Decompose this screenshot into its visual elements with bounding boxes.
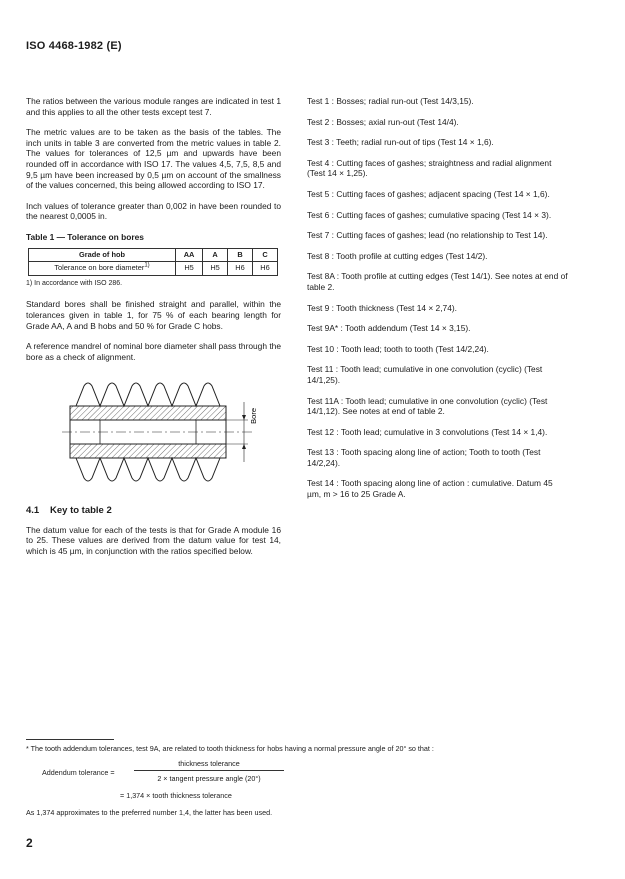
tolerance-cell: H6 xyxy=(253,262,278,276)
right-column-tests-list xyxy=(307,96,569,510)
grade-of-hob-header: Grade of hob xyxy=(29,248,176,262)
table-1-title: Table 1 — Tolerance on bores xyxy=(26,231,144,242)
grade-cell: C xyxy=(253,248,278,262)
left-column xyxy=(26,96,281,567)
document-id-header: ISO 4468-1982 (E) xyxy=(26,40,122,52)
test-item: Test 11 : Tooth lead; cumulative in one convolution (cyclic) (Test 14/1,25). xyxy=(307,364,543,385)
formula-lhs: Addendum tolerance = xyxy=(42,768,115,777)
formula-numerator: thickness tolerance xyxy=(178,759,240,768)
test-item: Test 9A* : Tooth addendum (Test 14 × 3,15). xyxy=(307,323,471,334)
section-heading xyxy=(26,506,281,517)
test-item: Test 12 : Tooth lead; cumulative in 3 convolutions (Test 14 × 1,4). xyxy=(307,426,548,437)
table-1-footnote: 1) In accordance with ISO 286. xyxy=(26,279,123,287)
top-teeth-outline xyxy=(76,383,220,406)
bore-diameter-label xyxy=(29,262,176,276)
test-item: Test 7 : Cutting faces of gashes; lead (no relationship to Test 14). xyxy=(307,230,548,241)
section-number: 4.1 xyxy=(26,505,40,517)
hob-body-upper xyxy=(70,406,226,420)
bottom-teeth-outline xyxy=(76,458,220,481)
tolerance-cell: H6 xyxy=(228,262,253,276)
tolerance-cell: H5 xyxy=(176,262,203,276)
paragraph-standard-bores: Standard bores shall be finished straight and parallel, within the tolerances given in table 1, for 75 % of each bearing length for Grade AA, A and B hobs and 50 % for Grade C hobs. xyxy=(26,299,281,331)
paragraph-inch-values: Inch values of tolerance greater than 0,002 in have been rounded to the nearest 0,0005 in. xyxy=(26,200,281,222)
footnote-ref: 1) xyxy=(144,262,150,269)
tolerance-on-bores-table xyxy=(28,248,278,276)
grade-cell: AA xyxy=(176,248,203,262)
paragraph-module-ratios: The ratios between the various module ranges are indicated in test 1 and this applies to all the other tests except test 7. xyxy=(26,96,281,117)
test-item: Test 2 : Bosses; axial run-out (Test 14/4). xyxy=(307,116,459,127)
tolerance-cell: H5 xyxy=(203,262,228,276)
test-item: Test 4 : Cutting faces of gashes; straightness and radial alignment (Test 14 × 1,25). xyxy=(307,157,552,179)
paragraph-datum-value: The datum value for each of the tests is that for Grade A module 16 to 25. These values are derived from the datum value for test 14, which is 45 µm, in conjunction with the ratios specified below. xyxy=(26,524,281,557)
test-item: Test 1 : Bosses; radial run-out (Test 14/3,15). xyxy=(307,96,474,106)
test-item: Test 14 : Tooth spacing along line of action : cumulative. Datum 45 µm, m > 16 to 25 Grade A. xyxy=(307,478,553,500)
paragraph-metric-values: The metric values are to be taken as the basis of the tables. The inch units in table 3 are converted from the metric values in table 2. The values for tolerances of 12,5 µm and upwards have been rounded off in accordance with ISO 17. The values 4,5, 7,5, 8,5 and 9,5 µm have been increased by 0,5 µm on account of the smallness of the values concerned, this being allowed according to ISO 17. xyxy=(26,127,281,191)
test-item: Test 3 : Teeth; radial run-out of tips (Test 14 × 1,6). xyxy=(307,137,494,148)
bore-diameter-label-text: Tolerance on bore diameter xyxy=(54,263,145,273)
test-item: Test 8A : Tooth profile at cutting edges (Test 14/1). See notes at end of table 2. xyxy=(307,271,568,292)
footnote-intro: * The tooth addendum tolerances, test 9A, are related to tooth thickness for hobs having a normal pressure angle of 20° so that : xyxy=(26,744,434,753)
fraction-bar xyxy=(134,770,284,771)
test-item: Test 13 : Tooth spacing along line of action; Tooth to tooth (Test 14/2,24). xyxy=(307,447,541,468)
test-item: Test 9 : Tooth thickness (Test 14 × 2,74). xyxy=(307,302,457,313)
test-item: Test 8 : Tooth profile at cutting edges (Test 14/2). xyxy=(307,250,488,261)
paragraph-reference-mandrel: A reference mandrel of nominal bore diameter shall pass through the bore as a check of alignment. xyxy=(26,341,281,362)
page-number: 2 xyxy=(26,836,33,850)
table-row xyxy=(29,262,278,276)
page-footnote xyxy=(26,744,586,754)
grade-cell: A xyxy=(203,248,228,262)
section-title: Key to table 2 xyxy=(50,505,112,517)
test-item: Test 10 : Tooth lead; tooth to tooth (Test 14/2,24). xyxy=(307,343,489,354)
footnote-closing: As 1,374 approximates to the preferred number 1,4, the latter has been used. xyxy=(26,808,273,817)
hob-body-lower xyxy=(70,444,226,458)
table-header-row xyxy=(29,248,278,262)
test-item: Test 5 : Cutting faces of gashes; adjacent spacing (Test 14 × 1,6). xyxy=(307,188,550,199)
test-item: Test 6 : Cutting faces of gashes; cumulative spacing (Test 14 × 3). xyxy=(307,209,552,220)
bore-label: Bore xyxy=(249,408,258,425)
formula-result: = 1,374 × tooth thickness tolerance xyxy=(120,791,232,800)
hob-bore-figure xyxy=(56,372,266,492)
hob-cross-section-drawing xyxy=(56,372,266,492)
formula-denominator: 2 × tangent pressure angle (20°) xyxy=(157,774,261,783)
footnote-divider xyxy=(26,739,114,740)
grade-cell: B xyxy=(228,248,253,262)
test-item: Test 11A : Tooth lead; cumulative in one convolution (cyclic) (Test 14/1,12). See notes at end of table 2. xyxy=(307,395,548,417)
